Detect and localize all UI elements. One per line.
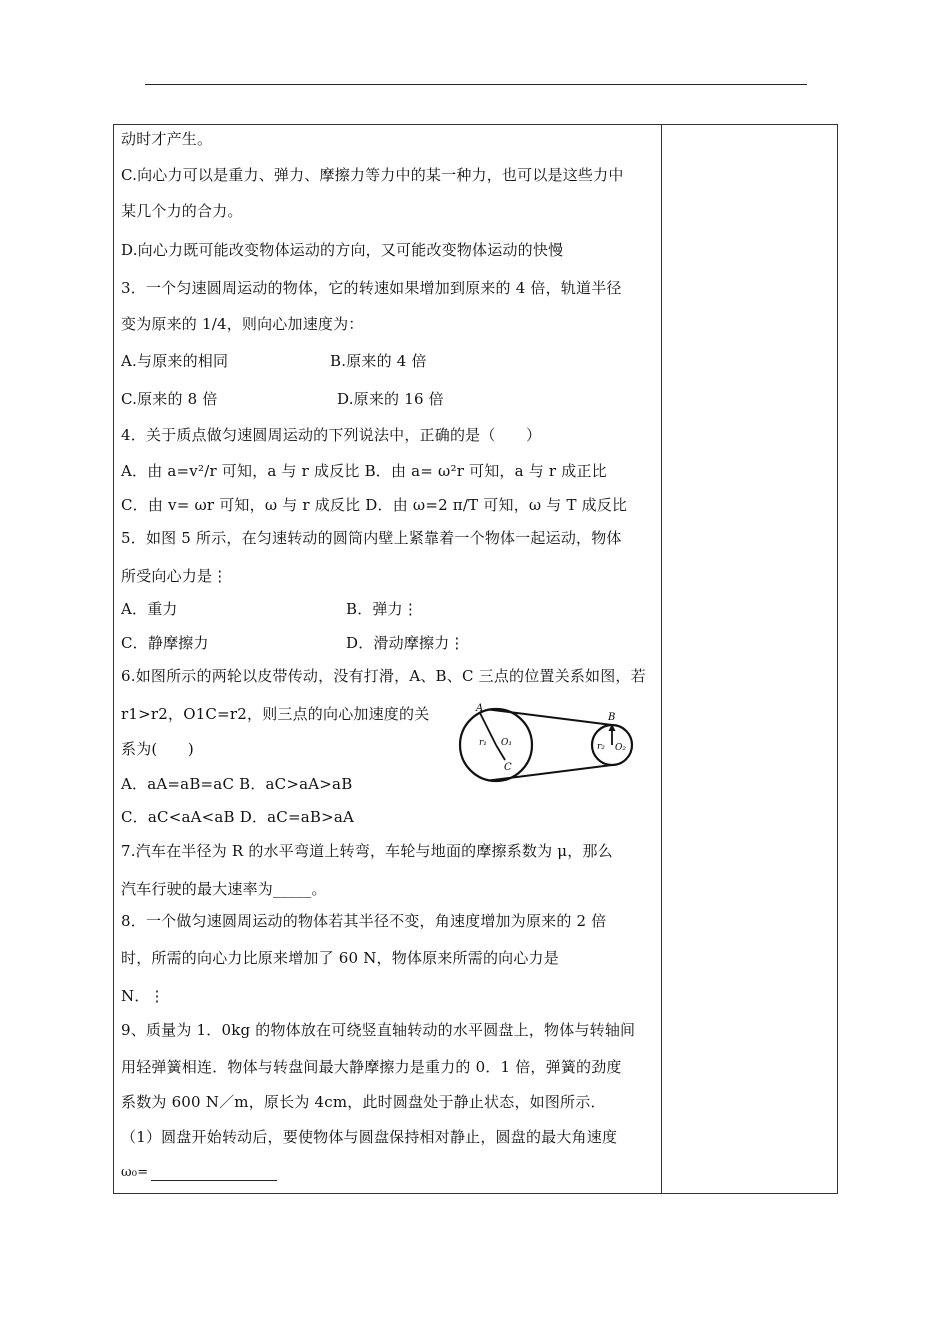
q4-options-ab: A．由 a=v²/r 可知，a 与 r 成反比 B．由 a= ω²r 可知，a 与 r 成正比 [121,462,607,480]
q3-option-d: D.原来的 16 倍 [337,390,444,408]
q5-option-a: A．重力 [121,600,178,618]
question-7: 7.汽车在半径为 R 的水平弯道上转弯，车轮与地面的摩擦系数为 μ，那么 [121,842,613,860]
label-r1: r₁ [479,738,487,748]
q6-options-cd: C．aC<aA<aB D．aC=aB>aA [121,808,355,826]
q5-option-d: D．滑动摩擦力⋮ [346,634,465,652]
text-line: 动时才产生。 [121,130,213,148]
question-9: 9、质量为 1．0kg 的物体放在可绕竖直轴转动的水平圆盘上，物体与转轴间 [121,1021,636,1039]
q5-option-b: B．弹力⋮ [346,600,419,618]
label-b: B [608,712,616,723]
label-a: A [476,703,484,714]
question-8-cont: 时，所需的向心力比原来增加了 60 N，物体原来所需的向心力是 [121,949,559,967]
question-9-cont: 用轻弹簧相连．物体与转盘间最大静摩擦力是重力的 0．1 倍，弹簧的劲度 [121,1058,622,1076]
label-r2: r₂ [597,742,605,752]
table-column-divider [661,124,662,1194]
question-5: 5．如图 5 所示，在匀速转动的圆筒内壁上紧靠着一个物体一起运动，物体 [121,529,622,547]
question-7-cont: 汽车行驶的最大速率为_____。 [121,880,327,898]
question-6-cont: r1>r2，O1C=r2，则三点的向心加速度的关 [121,705,430,723]
q6-options-ab: A．aA=aB=aC B．aC>aA>aB [121,775,353,793]
q5-option-c: C．静摩擦力 [121,634,209,652]
q3-option-a: A.与原来的相同 [121,352,229,370]
option-c-text: C.向心力可以是重力、弹力、摩擦力等力中的某一种力，也可以是这些力中 [121,166,624,184]
belt-pulley-diagram [458,700,638,790]
q3-option-b: B.原来的 4 倍 [330,352,427,370]
question-3: 3．一个匀速圆周运动的物体，它的转速如果增加到原来的 4 倍，轨道半径 [121,279,622,297]
q4-options-cd: C．由 v= ωr 可知，ω 与 r 成反比 D．由 ω=2 π/T 可知，ω 与 T 成反比 [121,496,628,514]
question-8: 8．一个做匀速圆周运动的物体若其半径不变，角速度增加为原来的 2 倍 [121,912,607,930]
question-5-cont: 所受向心力是⋮ [121,567,228,585]
question-6-cont: 系为( ) [121,740,194,758]
belt-top [489,710,612,726]
label-o2: O₂ [615,743,626,753]
header-rule [145,84,807,85]
question-9-cont: 系数为 600 N／m，原长为 4cm，此时圆盘处于静止状态，如图所示． [121,1093,606,1111]
question-3-cont: 变为原来的 1/4，则向心加速度为： [121,315,364,333]
question-9-answer-label: ω₀= [121,1165,149,1180]
q3-option-c: C.原来的 8 倍 [121,390,218,408]
question-8-cont: N．⋮ [121,987,165,1005]
question-9-part-1: （1）圆盘开始转动后，要使物体与圆盘保持相对静止，圆盘的最大角速度 [121,1128,618,1146]
label-c: C [504,762,512,773]
answer-blank-line [151,1180,277,1181]
label-o1: O₁ [501,738,512,748]
text-line: 某几个力的合力。 [121,202,243,220]
question-4: 4．关于质点做匀速圆周运动的下列说法中，正确的是（ ） [121,426,542,444]
option-d-text: D.向心力既可能改变物体运动的方向，又可能改变物体运动的快慢 [121,241,564,259]
question-6: 6.如图所示的两轮以皮带传动，没有打滑，A、B、C 三点的位置关系如图，若 [121,667,646,685]
